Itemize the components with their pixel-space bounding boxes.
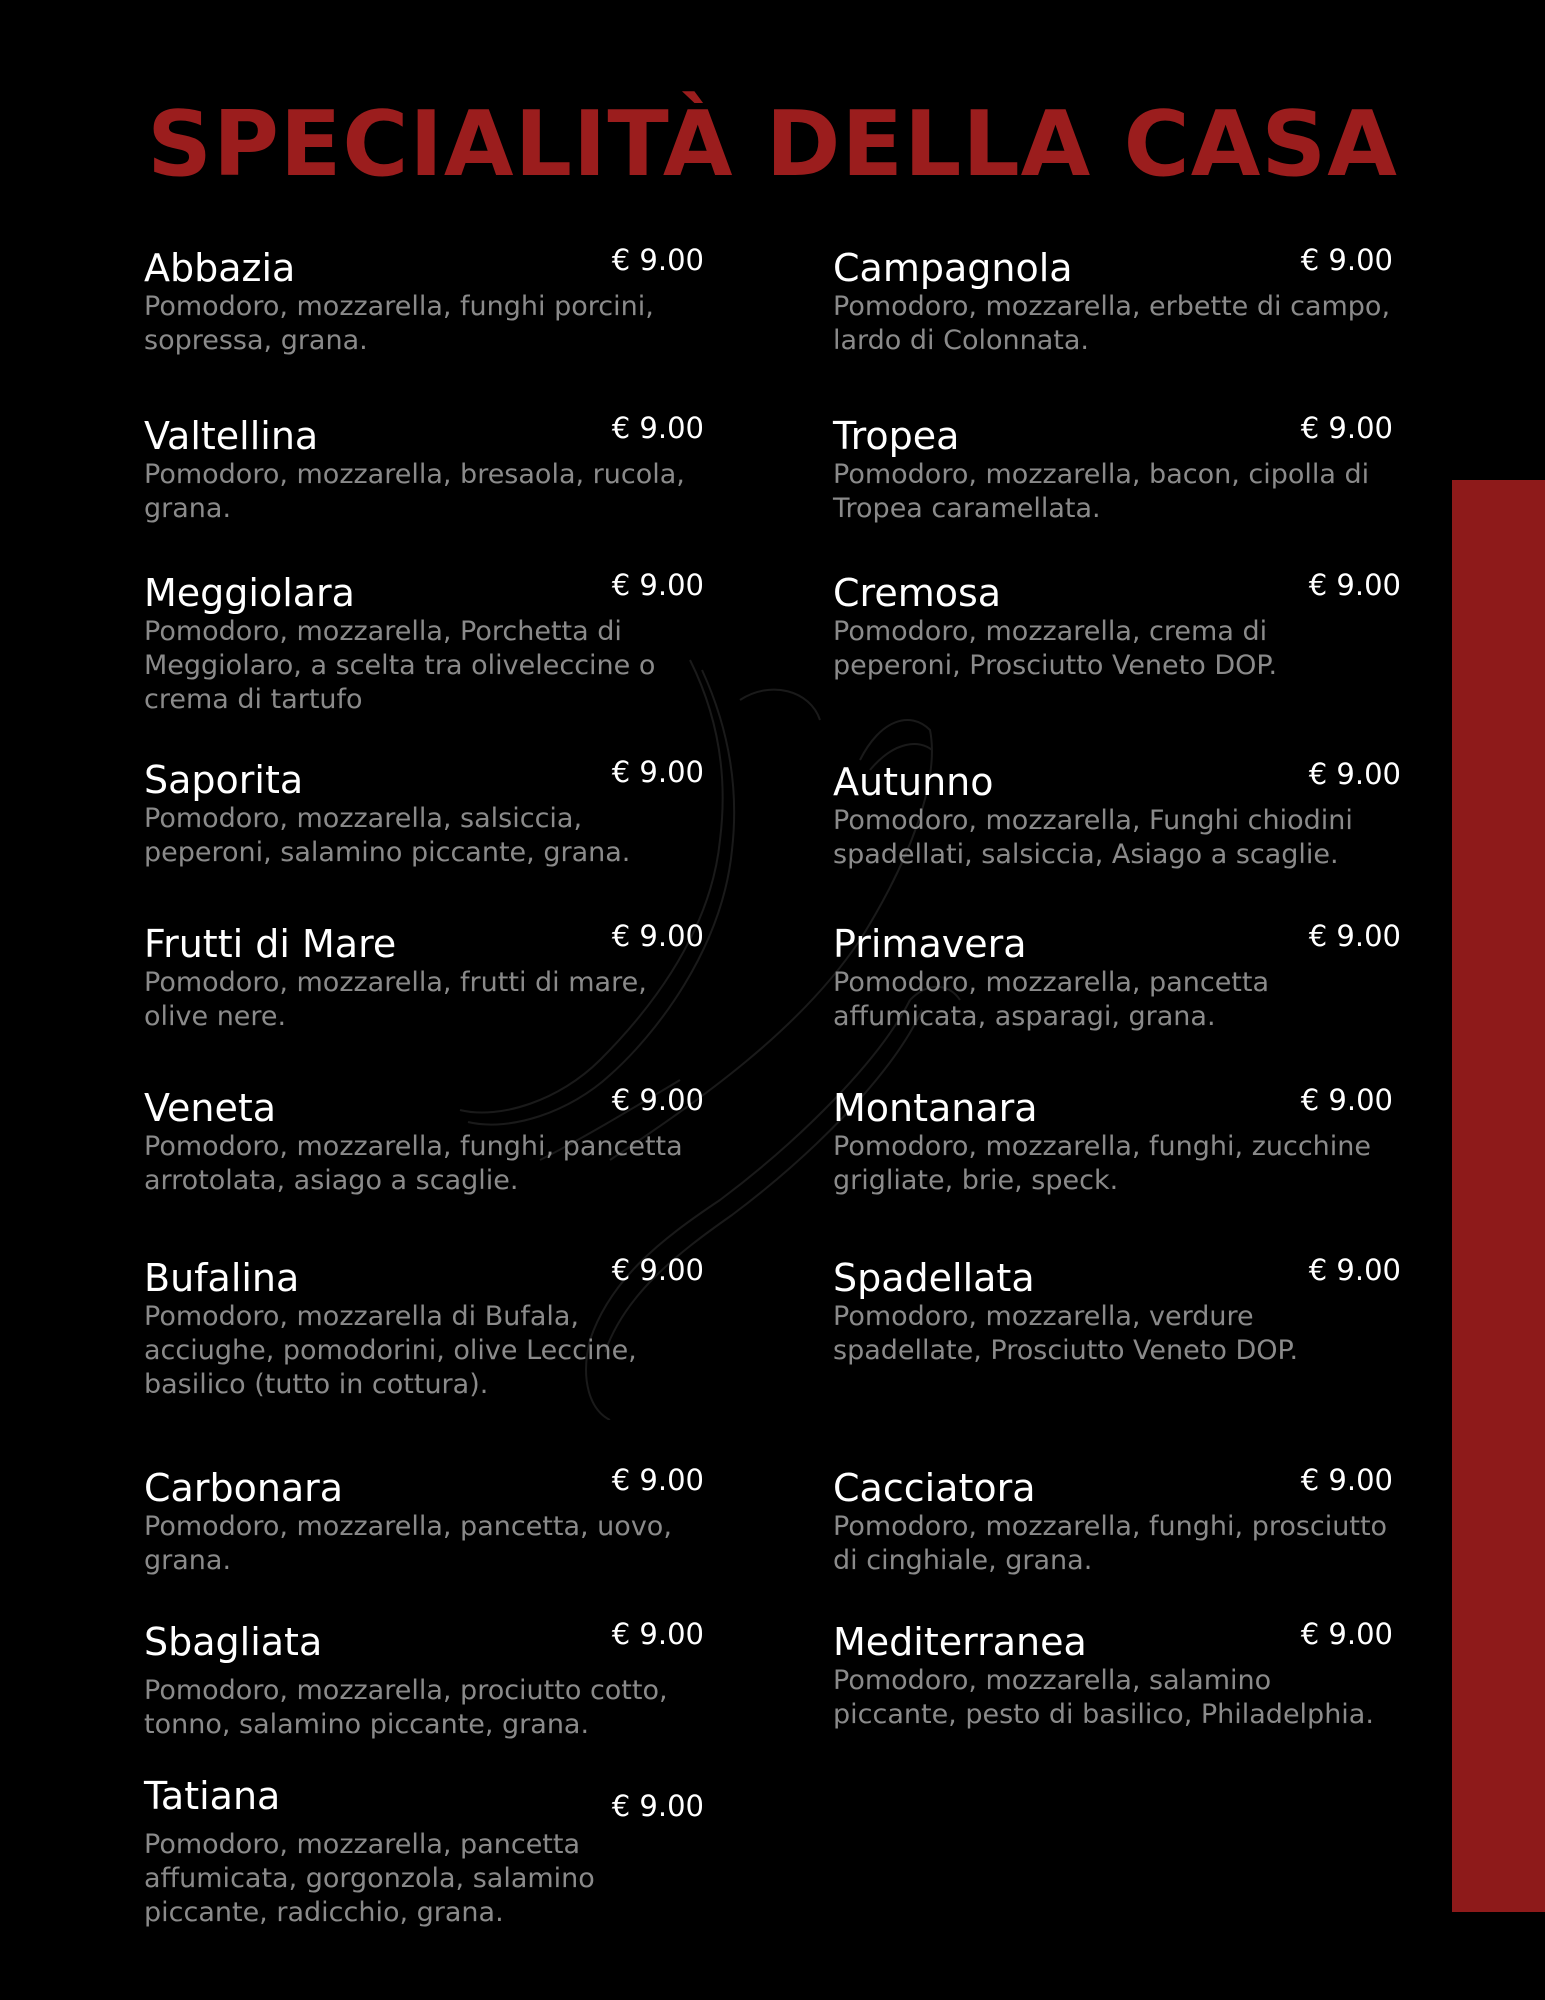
item-description: Pomodoro, mozzarella, prociutto cotto, tonno, salamino piccante, grana. xyxy=(144,1675,668,1740)
item-price: € 9.00 xyxy=(1308,568,1401,602)
item-price: € 9.00 xyxy=(1308,757,1401,791)
item-name: Autunno xyxy=(833,760,994,804)
item-price: € 9.00 xyxy=(611,1789,704,1823)
item-name: Cacciatora xyxy=(833,1466,1036,1510)
item-price: € 9.00 xyxy=(611,755,704,789)
item-description: Pomodoro, mozzarella, Porchetta di Meggiolaro, a scelta tra oliveleccine o crema di tartufo xyxy=(144,616,656,715)
item-price: € 9.00 xyxy=(611,919,704,953)
item-name: Carbonara xyxy=(144,1466,344,1510)
item-price: € 9.00 xyxy=(1308,919,1401,953)
item-name: Cremosa xyxy=(833,571,1002,615)
red-side-band xyxy=(1452,480,1545,1912)
item-price: € 9.00 xyxy=(1300,1463,1393,1497)
item-price: € 9.00 xyxy=(1308,1253,1401,1287)
item-name: Spadellata xyxy=(833,1256,1035,1300)
item-description: Pomodoro, mozzarella, frutti di mare, olive nere. xyxy=(144,967,647,1032)
item-name: Tropea xyxy=(833,414,960,458)
item-name: Saporita xyxy=(144,758,304,802)
item-description: Pomodoro, mozzarella, pancetta affumicata, gorgonzola, salamino piccante, radicchio, grana. xyxy=(144,1829,595,1928)
item-description: Pomodoro, mozzarella, crema di peperoni, Prosciutto Veneto DOP. xyxy=(833,616,1278,681)
item-description: Pomodoro, mozzarella, salamino piccante, pesto di basilico, Philadelphia. xyxy=(833,1665,1374,1730)
menu-title: SPECIALITÀ DELLA CASA xyxy=(147,92,1398,197)
item-name: Sbagliata xyxy=(144,1620,323,1664)
item-price: € 9.00 xyxy=(1300,1617,1393,1651)
item-name: Valtellina xyxy=(144,414,319,458)
item-name: Tatiana xyxy=(144,1774,281,1818)
item-description: Pomodoro, mozzarella di Bufala, acciughe, pomodorini, olive Leccine, basilico (tutto in cottura). xyxy=(144,1301,637,1400)
item-description: Pomodoro, mozzarella, erbette di campo, lardo di Colonnata. xyxy=(833,291,1391,356)
item-description: Pomodoro, mozzarella, funghi, zucchine grigliate, brie, speck. xyxy=(833,1131,1372,1196)
item-name: Montanara xyxy=(833,1086,1038,1130)
item-price: € 9.00 xyxy=(611,411,704,445)
item-price: € 9.00 xyxy=(1300,243,1393,277)
item-price: € 9.00 xyxy=(1300,1083,1393,1117)
item-description: Pomodoro, mozzarella, bacon, cipolla di Tropea caramellata. xyxy=(833,459,1370,524)
item-description: Pomodoro, mozzarella, Funghi chiodini spadellati, salsiccia, Asiago a scaglie. xyxy=(833,805,1353,870)
item-name: Bufalina xyxy=(144,1256,300,1300)
item-price: € 9.00 xyxy=(611,243,704,277)
item-description: Pomodoro, mozzarella, verdure spadellate, Prosciutto Veneto DOP. xyxy=(833,1301,1299,1366)
item-name: Veneta xyxy=(144,1086,277,1130)
item-description: Pomodoro, mozzarella, funghi porcini, sopressa, grana. xyxy=(144,291,654,356)
item-name: Abbazia xyxy=(144,246,296,290)
item-description: Pomodoro, mozzarella, bresaola, rucola, grana. xyxy=(144,459,685,524)
item-name: Mediterranea xyxy=(833,1620,1087,1664)
item-price: € 9.00 xyxy=(611,568,704,602)
item-description: Pomodoro, mozzarella, funghi, prosciutto di cinghiale, grana. xyxy=(833,1511,1388,1576)
item-price: € 9.00 xyxy=(611,1463,704,1497)
item-description: Pomodoro, mozzarella, pancetta, uovo, grana. xyxy=(144,1511,672,1576)
item-name: Campagnola xyxy=(833,246,1073,290)
item-price: € 9.00 xyxy=(611,1253,704,1287)
item-price: € 9.00 xyxy=(611,1083,704,1117)
item-name: Meggiolara xyxy=(144,571,355,615)
item-name: Primavera xyxy=(833,922,1027,966)
item-price: € 9.00 xyxy=(611,1617,704,1651)
item-description: Pomodoro, mozzarella, funghi, pancetta arrotolata, asiago a scaglie. xyxy=(144,1131,683,1196)
item-name: Frutti di Mare xyxy=(144,922,397,966)
item-description: Pomodoro, mozzarella, pancetta affumicata, asparagi, grana. xyxy=(833,967,1270,1032)
item-price: € 9.00 xyxy=(1300,411,1393,445)
item-description: Pomodoro, mozzarella, salsiccia, peperoni, salamino piccante, grana. xyxy=(144,803,631,868)
